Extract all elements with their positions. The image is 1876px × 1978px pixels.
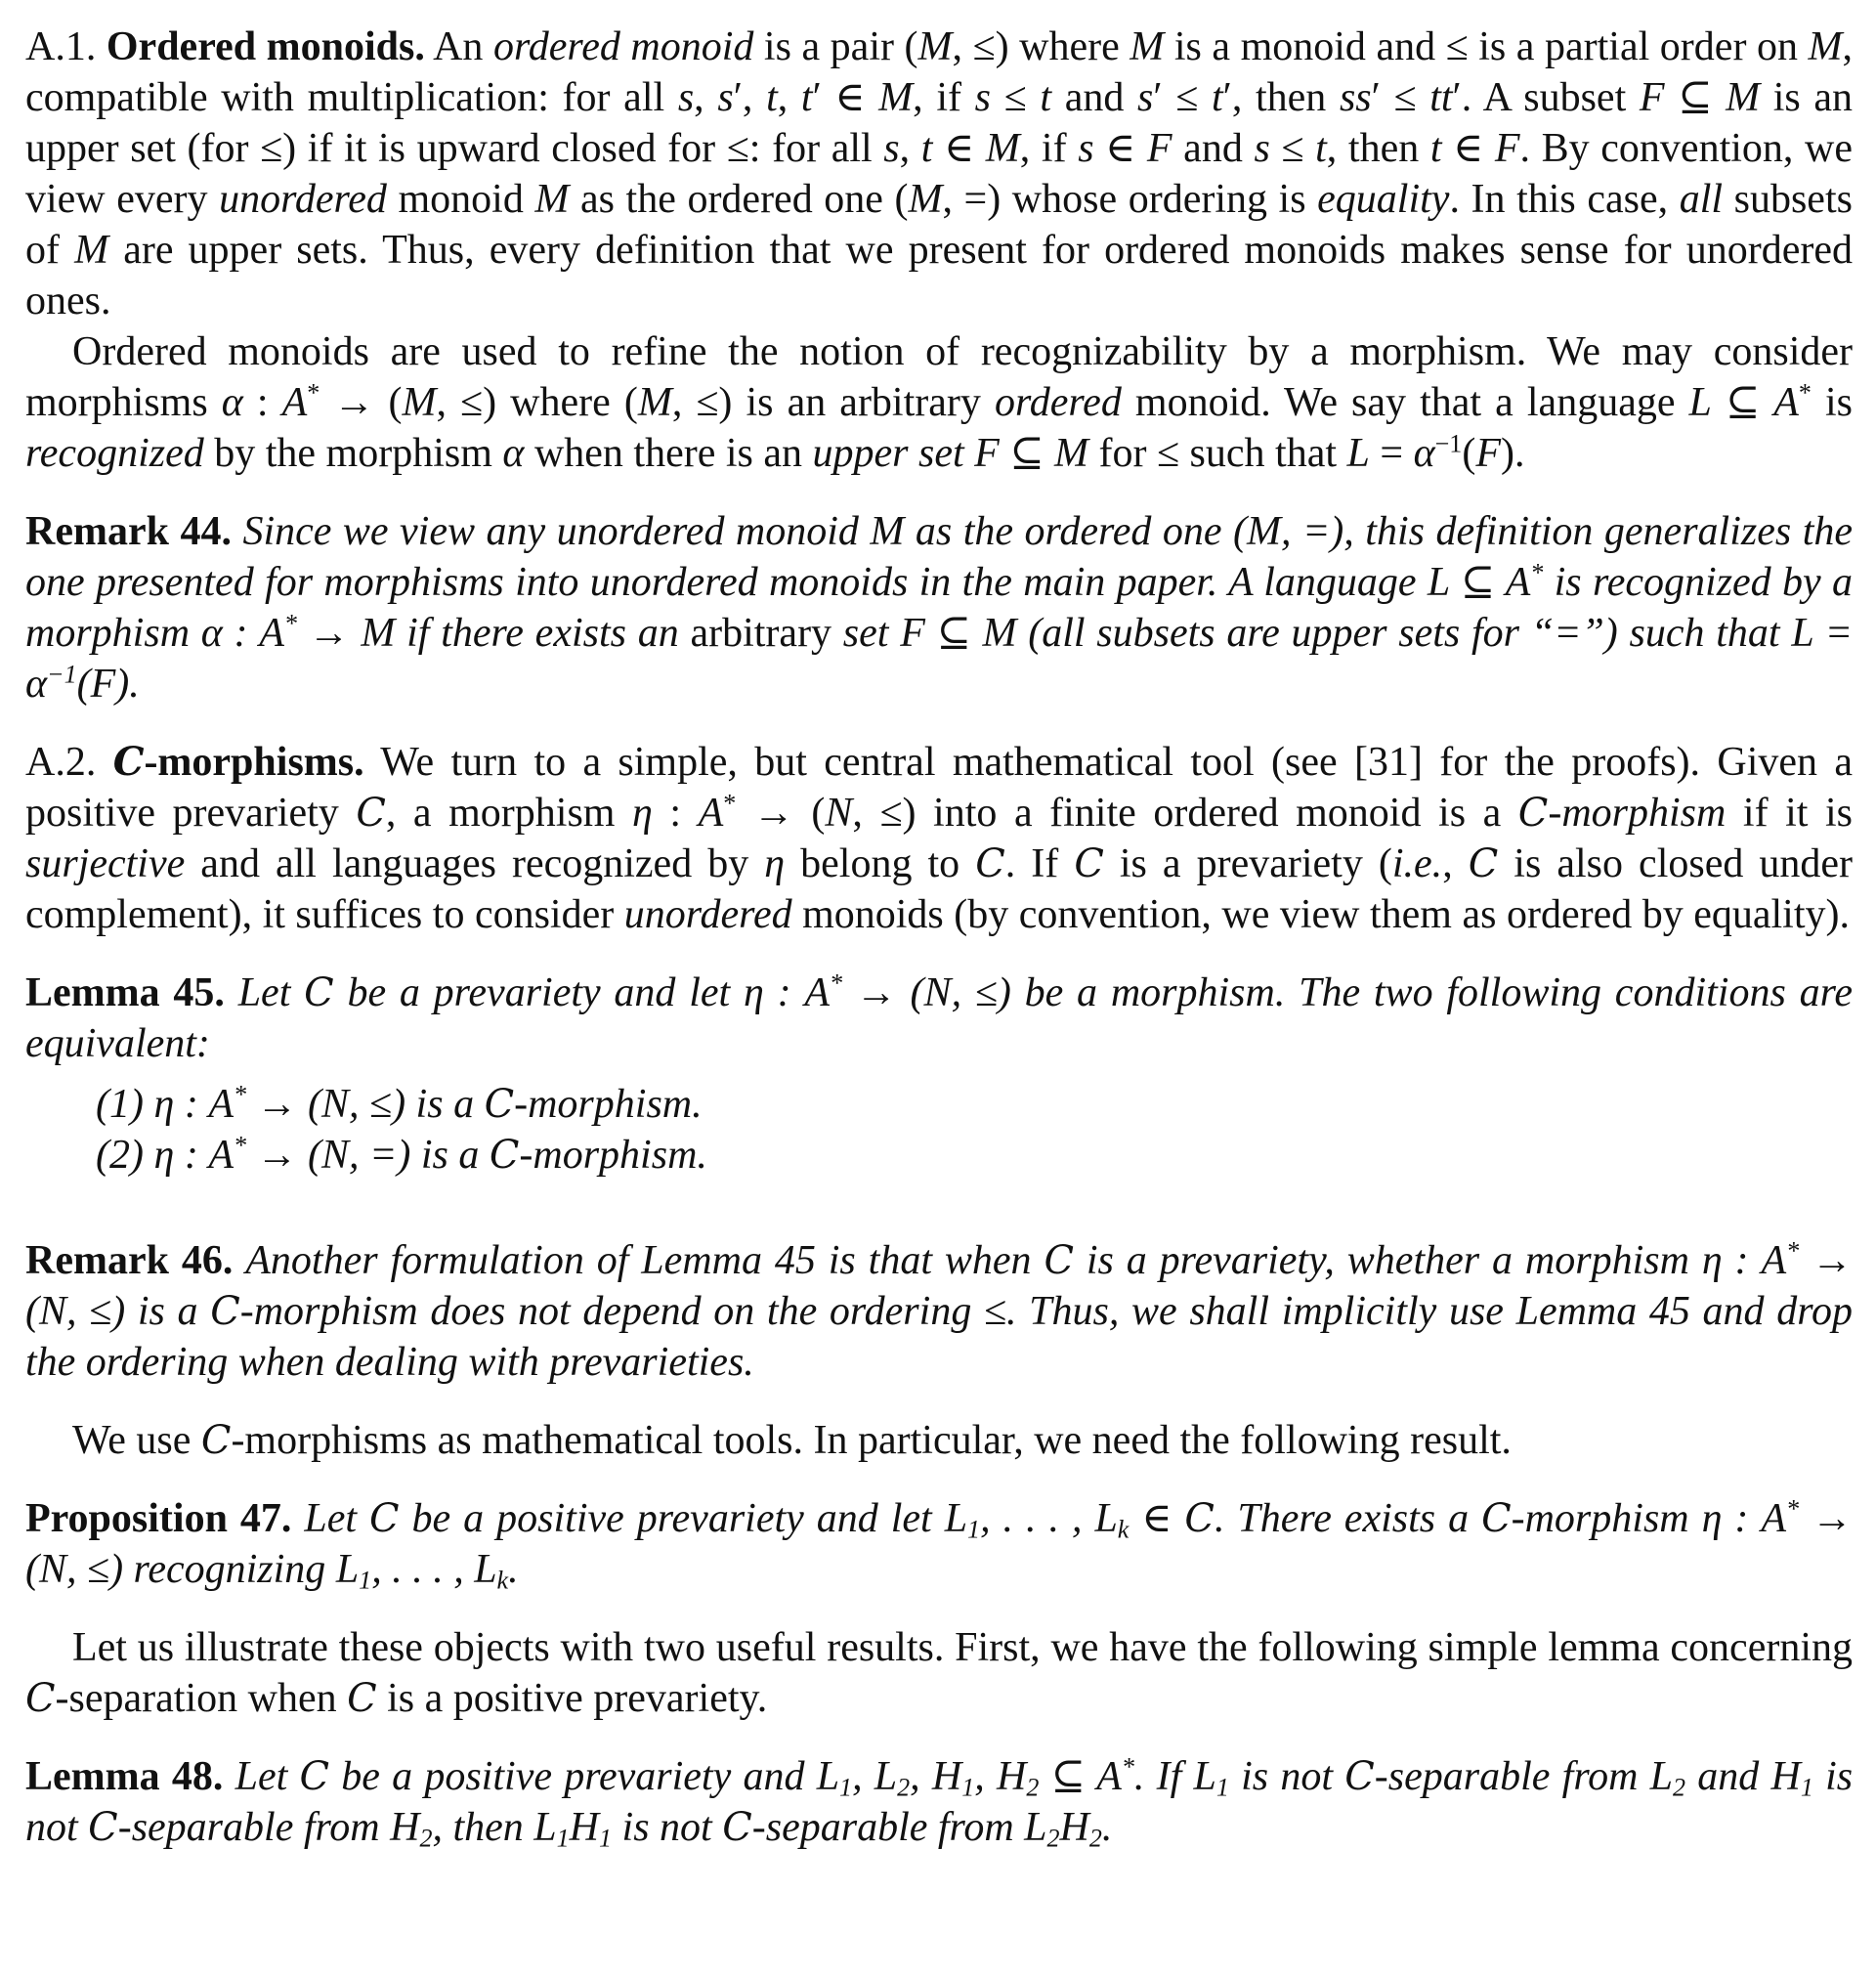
- remark-46: [25, 1235, 1853, 1388]
- section-a2-body: We turn to a simple, but central mathematical tool (see [31] for the proofs). Given a positive prevariety C, a morphism η : A* → (N, ≤) into a finite ordered monoid is a C-morphism if it is surjective and all languages recognized by η belong to C. If C is a prevariety (i.e., C is also closed under complement), it suffices to consider unordered monoids (by convention, we view them as ordered by equality).: [25, 740, 1854, 937]
- paragraph-tools: We use C-morphisms as mathematical tools. In particular, we need the following result.: [72, 1418, 1512, 1463]
- lemma-45-body: Let C be a prevariety and let η : A* → (N, ≤) be a morphism. The two following conditions are equivalent:: [25, 968, 1853, 1066]
- lemma-45-label: Lemma 45.: [25, 970, 225, 1015]
- lemma-45: [25, 968, 1853, 1069]
- section-a1-paragraph: [25, 22, 1853, 326]
- remark-44-label: Remark 44.: [25, 509, 232, 554]
- lemma-48-body: Let C be a positive prevariety and $L_1$, $L_2$, $H_1$, $H_2$ ⊆ A*. If $L_1$ is not C-separable from $L_2$ and $H_1$ is not C-separable from $H_2$, then $L_1H_1$ is not C-separable from $L_2H_2$.: [25, 1752, 1854, 1853]
- section-a1-number: A.1.: [25, 24, 97, 69]
- section-a2-number: A.2.: [25, 740, 97, 785]
- proposition-47: [25, 1493, 1853, 1595]
- lemma-45-condition-1: (1) η : A* → (N, ≤) is a C-morphism.: [96, 1080, 703, 1127]
- paragraph-illustrate: Let us illustrate these objects with two useful results. First, we have the following simple lemma concerning C-separation when C is a positive prevariety.: [25, 1625, 1853, 1721]
- section-a1-title: Ordered monoids.: [106, 24, 425, 69]
- remark-44: [25, 506, 1853, 710]
- remark-46-label: Remark 46.: [25, 1238, 234, 1283]
- proposition-47-label: Proposition 47.: [25, 1496, 292, 1541]
- remark-46-body: Another formulation of Lemma 45 is that when C is a prevariety, whether a morphism η : A* → (N, ≤) is a C-morphism does not depend on the ordering ≤. Thus, we shall implicitly use Lemma 45 and drop the ordering when dealing with prevarieties.: [25, 1236, 1854, 1385]
- proposition-47-body: Let C be a positive prevariety and let $L_1$, . . . , $L_k$ ∈ C. There exists a C-morphism η : A* → (N, ≤) recognizing $L_1$, . . . , $L_k$.: [25, 1494, 1854, 1595]
- lemma-45-condition-2: (2) η : A* → (N, =) is a C-morphism.: [96, 1131, 707, 1178]
- lemma-48-label: Lemma 48.: [25, 1754, 224, 1799]
- section-a2-title: C-morphisms.: [112, 740, 364, 785]
- section-a2-paragraph: [25, 737, 1853, 940]
- lemma-48: [25, 1751, 1853, 1853]
- lemma-45-conditions: [96, 1079, 1853, 1181]
- section-a1-paragraph-2: Ordered monoids are used to refine the notion of recognizability by a morphism. We may consider morphisms α : A* → (M, ≤) where (M, ≤) is an arbitrary ordered monoid. We say that a language L ⊆ A* is recognized by the morphism α when there is an upper set F ⊆ M for ≤ such that $L = \alpha^{-1}(F)$.: [25, 329, 1854, 476]
- section-a1-body: An ordered monoid is a pair (M, ≤) where M is a monoid and ≤ is a partial order on M, compatible with multiplication: for all s, s′, t, t′ ∈ M, if s ≤ t and s′ ≤ t′, then ss′ ≤ tt′. A subset F ⊆ M is an upper set (for ≤) if it is upward closed for ≤: for all s, t ∈ M, if s ∈ F and s ≤ t, then t ∈ F. By convention, we view every unordered monoid M as the ordered one (M, =) whose ordering is equality. In this case, all subsets of M are upper sets. Thus, every definition that we present for ordered monoids makes sense for unordered ones.: [25, 24, 1854, 323]
- remark-44-body: Since we view any unordered monoid M as the ordered one (M, =), this definition generalizes the one presented for morphisms into unordered monoids in the main paper. A language L ⊆ A* is recognized by a morphism α : A* → M if there exists an arbitrary set F ⊆ M (all subsets are upper sets for “=”) such that $L = \alpha^{-1}(F)$.: [25, 509, 1854, 707]
